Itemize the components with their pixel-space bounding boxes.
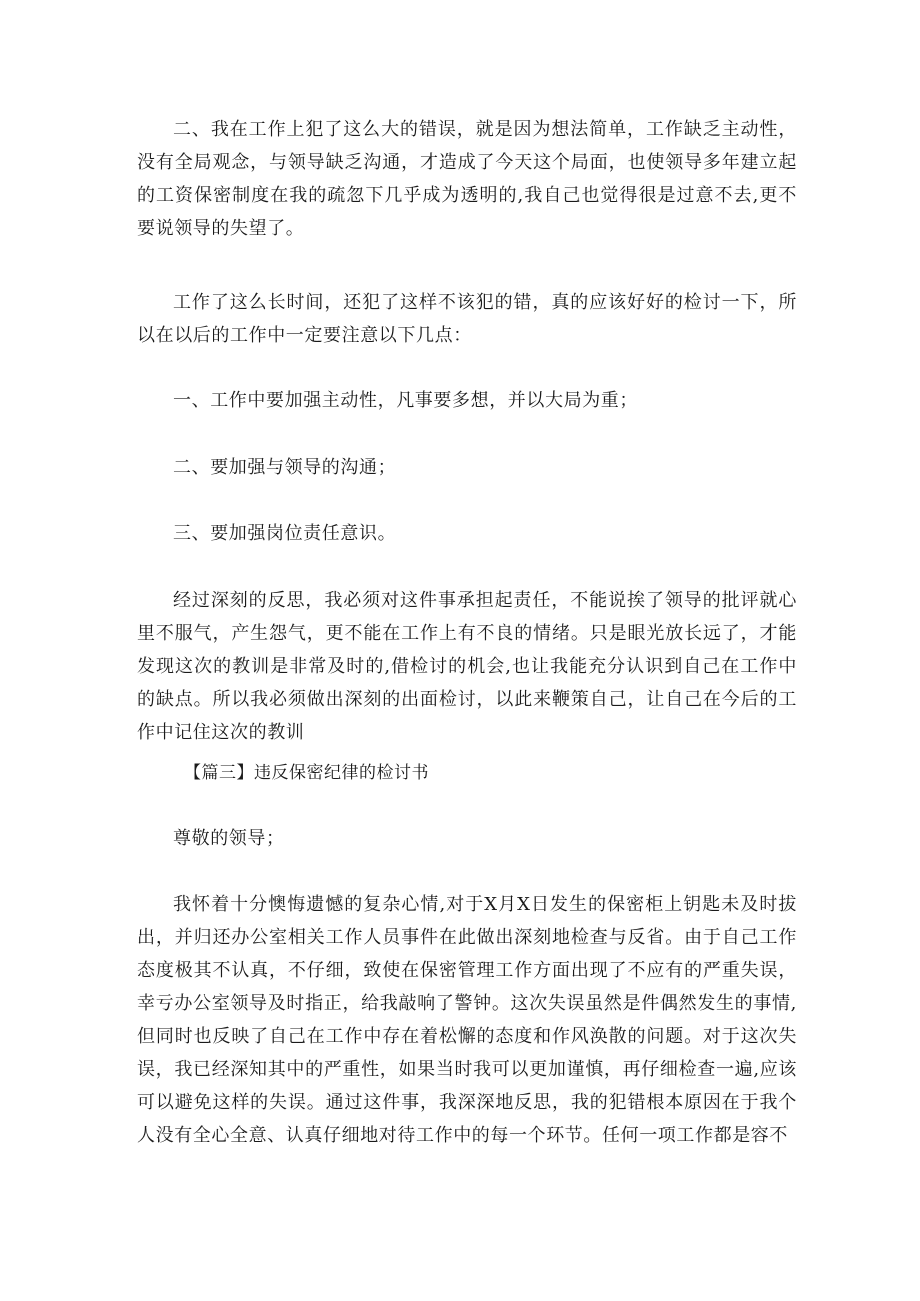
paragraph-point-one: 一、工作中要加强主动性，凡事要多想，并以大局为重； bbox=[173, 390, 638, 411]
salutation: 尊敬的领导； bbox=[173, 828, 285, 849]
paragraph-mistake-reason: 二、我在工作上犯了这么大的错误，就是因为想法简单，工作缺乏主动性，没有全局观念，与领导缺乏沟通，才造成了今天这个局面，也使领导多年建立起的工资保密制度在我的疏忽下几乎成为透明的,我自己也觉得很是过意不去,更不要说领导的失望了。 bbox=[137, 119, 797, 239]
paragraph-point-two: 二、要加强与领导的沟通； bbox=[173, 457, 397, 478]
paragraph-reflection-intro: 工作了这么长时间，还犯了这样不该犯的错，真的应该好好的检讨一下，所以在以后的工作中一定要注意以下几点： bbox=[137, 292, 797, 346]
paragraph-deep-reflection: 经过深刻的反思，我必须对这件事承担起责任，不能说挨了领导的批评就心里不服气，产生怨气，更不能在工作上有不良的情绪。只是眼光放长远了，才能发现这次的教训是非常及时的,借检讨的机会,也让我能充分认识到自己在工作中的缺点。所以我必须做出深刻的出面检讨，以此来鞭策自己，让自己在今后的工作中记住这次的教训 bbox=[137, 590, 797, 743]
letter-body: 我怀着十分懊悔遗憾的复杂心情,对于X月X日发生的保密柜上钥匙未及时拔出，并归还办公室相关工作人员事件在此做出深刻地检查与反省。由于自己工作态度极其不认真，不仔细，致使在保密管理工作方面出现了不应有的严重失误，幸亏办公室领导及时指正，给我敲响了警钟。这次失误虽然是件偶然发生的事情,但同时也反映了自己在工作中存在着松懈的态度和作风涣散的问题。对于这次失误，我已经深知其中的严重性，如果当时我可以更加谨慎，再仔细检查一遍,应该可以避免这样的失误。通过这件事，我深深地反思，我的犯错根本原因在于我个人没有全心全意、认真仔细地对待工作中的每一个环节。任何一项工作都是容不 bbox=[137, 894, 797, 1146]
paragraph-point-three: 三、要加强岗位责任意识。 bbox=[173, 523, 397, 544]
section-heading: 【篇三】违反保密纪律的检讨书 bbox=[184, 763, 429, 783]
